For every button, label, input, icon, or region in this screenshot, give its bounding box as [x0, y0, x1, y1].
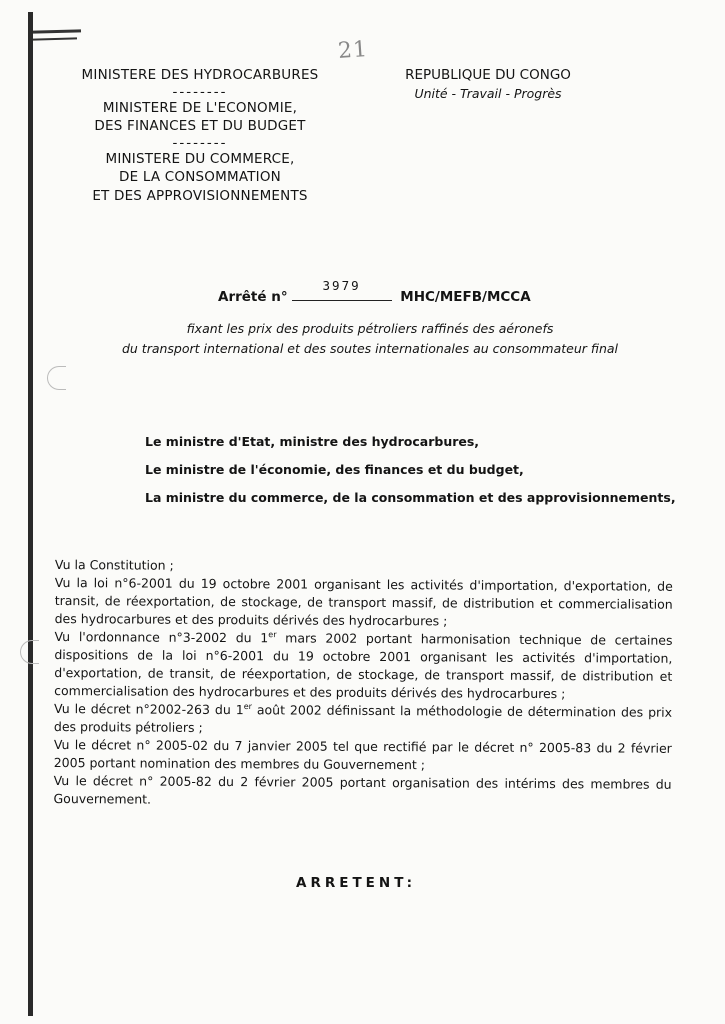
ordinal-suffix: er	[268, 630, 277, 640]
visa-item: Vu le décret n° 2005-02 du 7 janvier 2005 tel que rectifié par le décret n° 2005-83 du 2 février 2005 portant nomination des membres du Gouvernement ;	[53, 736, 672, 773]
visa-item: Vu le décret n° 2005-82 du 2 février 2005 portant organisation des intérims des membres du Gouvernement.	[53, 772, 672, 807]
minister-line: Le ministre d'Etat, ministre des hydrocarbures,	[145, 434, 480, 449]
minister-line: La ministre du commerce, de la consommation et des approvisionnements,	[145, 490, 676, 505]
visa-text: août 2002 définissant la méthodologie de détermination des prix des produits pétroliers ;	[53, 702, 673, 735]
ministries-header	[70, 66, 330, 205]
ministry-line: MINISTERE DE L'ECONOMIE,	[102, 99, 298, 116]
arrete-number-field	[292, 278, 392, 301]
subtitle-line: du transport international et des soutes internationales au consommateur final	[121, 341, 619, 356]
separator: --------	[172, 134, 228, 151]
scan-binding-edge	[28, 12, 33, 1016]
arrete-reference: MHC/MEFB/MCCA	[400, 289, 531, 305]
visa-text: Vu l'ordonnance n°3-2002 du 1	[54, 628, 269, 646]
ministry-line: MINISTERE DES HYDROCARBURES	[81, 67, 319, 83]
ministers-list	[145, 428, 676, 512]
ordinal-suffix: er	[243, 701, 252, 712]
arrete-label: Arrêté n°	[218, 289, 288, 305]
visa-text: Vu le décret n°2002-263 du 1	[54, 700, 244, 718]
corner-pen-mark	[33, 37, 77, 40]
arrete-subtitle	[100, 319, 640, 359]
visa-item: Vu la Constitution ;	[54, 557, 174, 573]
arrete-number: 3979	[322, 278, 361, 293]
separator: --------	[172, 83, 228, 100]
visas-section	[53, 556, 673, 812]
ministry-line: ET DES APPROVISIONNEMENTS	[92, 187, 308, 204]
visa-item: Vu la loi n°6-2001 du 19 octobre 2001 organisant les activités d'importation, d'exportation, de transit, de réexportation, de stockage, de transport massif, de distribution et commercialisation des hydrocarbures et des produits dérivés des hydrocarbures ;	[54, 574, 673, 629]
corner-pen-mark	[33, 29, 81, 33]
arretent-heading: ARRETENT:	[296, 875, 417, 891]
ministry-line: DES FINANCES ET DU BUDGET	[94, 118, 306, 134]
minister-line: Le ministre de l'économie, des finances et du budget,	[145, 462, 524, 477]
republic-header	[378, 66, 598, 103]
republic-name: REPUBLIQUE DU CONGO	[405, 67, 571, 83]
ministry-line: DE LA CONSOMMATION	[119, 169, 281, 185]
punch-hole-mark	[47, 366, 66, 390]
visa-item	[54, 700, 672, 740]
handwritten-page-number: 21	[337, 36, 369, 65]
visa-text: mars 2002 portant harmonisation technique de certaines dispositions de la loi n°6-2001 du 19 octobre 2001 organisant les activités d'importation, d'exportation, de transit, de réexportation, de stockage, de transport massif, de distribution et commercialisation des hydrocarbures et des produits dérivés des hydrocarbures ;	[54, 630, 673, 702]
national-motto: Unité - Travail - Progrès	[414, 85, 562, 101]
punch-hole-mark	[20, 640, 39, 664]
subtitle-line: fixant les prix des produits pétroliers raffinés des aéronefs	[186, 321, 554, 336]
visa-item	[54, 628, 672, 704]
arrete-title	[218, 278, 531, 305]
ministry-line: MINISTERE DU COMMERCE,	[105, 150, 295, 167]
